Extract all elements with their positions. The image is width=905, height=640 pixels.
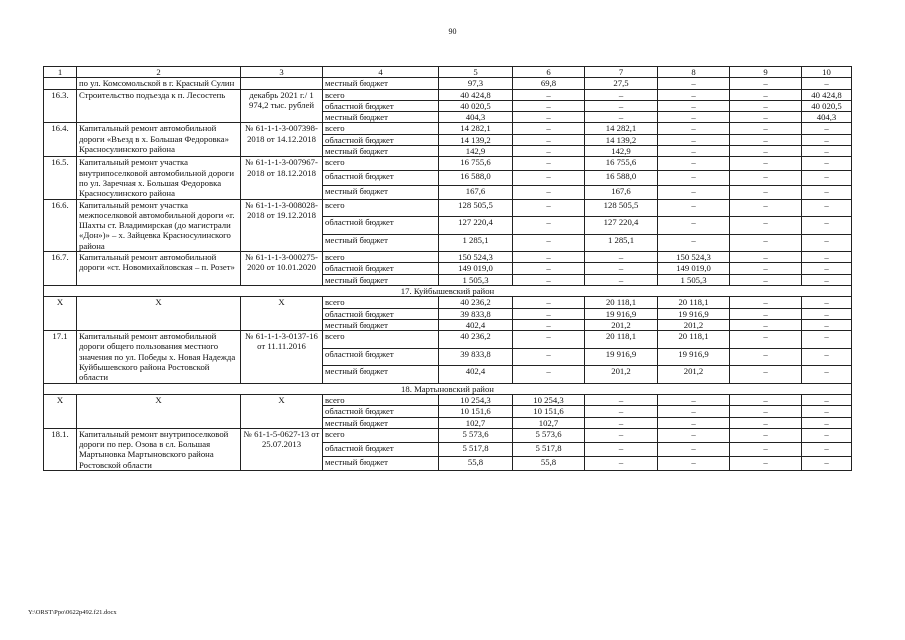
amount-cell: – xyxy=(802,297,852,308)
amount-cell: – xyxy=(730,308,802,319)
column-number: 8 xyxy=(658,67,730,78)
document-details: декабрь 2021 г./ 1 974,2 тыс. рублей xyxy=(241,89,323,123)
amount-cell: 1 505,3 xyxy=(439,274,513,285)
amount-cell: – xyxy=(513,297,585,308)
amount-cell: – xyxy=(730,134,802,145)
section-heading: 18. Мартыновский район xyxy=(44,383,852,394)
amount-cell: 14 139,2 xyxy=(439,134,513,145)
amount-cell: – xyxy=(730,366,802,384)
amount-cell: – xyxy=(730,100,802,111)
footer-file-path: Y:\ORST\Ppo\0622p492.f21.docx xyxy=(28,609,117,616)
amount-cell: 14 139,2 xyxy=(585,134,658,145)
amount-cell: – xyxy=(802,171,852,185)
amount-cell: 201,2 xyxy=(658,366,730,384)
amount-cell: 16 588,0 xyxy=(585,171,658,185)
table-row xyxy=(44,297,852,308)
document-details: № 61-1-1-3-007967-2018 от 18.12.2018 xyxy=(241,157,323,199)
amount-cell: – xyxy=(802,199,852,216)
amount-cell: 40 020,5 xyxy=(802,100,852,111)
amount-cell: – xyxy=(513,263,585,274)
amount-cell: – xyxy=(513,134,585,145)
amount-cell: – xyxy=(730,252,802,263)
amount-cell: – xyxy=(730,394,802,405)
item-number: 16.4. xyxy=(44,123,77,157)
amount-cell: – xyxy=(658,100,730,111)
amount-cell: – xyxy=(585,112,658,123)
amount-cell: – xyxy=(802,134,852,145)
amount-cell: – xyxy=(658,78,730,89)
amount-cell: – xyxy=(802,428,852,442)
amount-cell: – xyxy=(802,417,852,428)
amount-cell: – xyxy=(585,274,658,285)
amount-cell: – xyxy=(802,123,852,134)
amount-cell: 20 118,1 xyxy=(658,331,730,348)
amount-cell: – xyxy=(658,112,730,123)
amount-cell: 5 517,8 xyxy=(439,442,513,456)
funding-source: местный бюджет xyxy=(323,456,439,470)
amount-cell: – xyxy=(658,199,730,216)
amount-cell: 55,8 xyxy=(439,456,513,470)
table-row xyxy=(44,78,852,89)
amount-cell: 167,6 xyxy=(585,185,658,199)
budget-table xyxy=(43,66,852,471)
amount-cell: 402,4 xyxy=(439,319,513,330)
object-name: Капитальный ремонт автомобильной дороги «Въезд в х. Большая Федоровка» Красносулинского района xyxy=(77,123,241,157)
amount-cell: – xyxy=(730,348,802,365)
funding-source: местный бюджет xyxy=(323,112,439,123)
funding-source: местный бюджет xyxy=(323,234,439,252)
funding-source: всего xyxy=(323,428,439,442)
funding-source: всего xyxy=(323,199,439,216)
amount-cell: 69,8 xyxy=(513,78,585,89)
amount-cell: – xyxy=(658,171,730,185)
amount-cell: – xyxy=(802,252,852,263)
amount-cell: 1 285,1 xyxy=(439,234,513,252)
amount-cell: – xyxy=(730,171,802,185)
amount-cell: – xyxy=(730,217,802,234)
amount-cell: 39 833,8 xyxy=(439,308,513,319)
funding-source: всего xyxy=(323,331,439,348)
funding-source: областной бюджет xyxy=(323,171,439,185)
section-heading-row xyxy=(44,285,852,296)
amount-cell: – xyxy=(730,199,802,216)
item-number xyxy=(44,78,77,89)
amount-cell: – xyxy=(730,274,802,285)
amount-cell: – xyxy=(730,331,802,348)
column-number: 5 xyxy=(439,67,513,78)
funding-source: местный бюджет xyxy=(323,417,439,428)
document-details: № 61-1-1-3-007398-2018 от 14.12.2018 xyxy=(241,123,323,157)
amount-cell: – xyxy=(802,217,852,234)
amount-cell: – xyxy=(585,442,658,456)
amount-cell: 19 916,9 xyxy=(585,308,658,319)
amount-cell: – xyxy=(730,89,802,100)
amount-cell: – xyxy=(730,428,802,442)
object-name: Капитальный ремонт автомобильной дороги общего пользования местного значения по ул. Победы х. Новая Надежда Куйбышевского района Ростовской области xyxy=(77,331,241,383)
amount-cell: 20 118,1 xyxy=(585,297,658,308)
amount-cell: – xyxy=(585,406,658,417)
amount-cell: – xyxy=(585,417,658,428)
amount-cell: – xyxy=(802,274,852,285)
column-number: 9 xyxy=(730,67,802,78)
amount-cell: – xyxy=(658,394,730,405)
amount-cell: 149 019,0 xyxy=(658,263,730,274)
amount-cell: 127 220,4 xyxy=(585,217,658,234)
document-details: Х xyxy=(241,297,323,331)
amount-cell: 102,7 xyxy=(513,417,585,428)
amount-cell: 128 505,5 xyxy=(585,199,658,216)
amount-cell: – xyxy=(658,428,730,442)
amount-cell: – xyxy=(513,146,585,157)
amount-cell: – xyxy=(585,252,658,263)
amount-cell: – xyxy=(513,331,585,348)
amount-cell: – xyxy=(730,78,802,89)
column-number: 4 xyxy=(323,67,439,78)
column-number: 2 xyxy=(77,67,241,78)
amount-cell: – xyxy=(730,456,802,470)
amount-cell: – xyxy=(802,146,852,157)
amount-cell: – xyxy=(585,394,658,405)
object-name: по ул. Комсомольской в г. Красный Сулин xyxy=(77,78,241,89)
item-number: 16.5. xyxy=(44,157,77,199)
funding-source: всего xyxy=(323,89,439,100)
amount-cell: 127 220,4 xyxy=(439,217,513,234)
funding-source: местный бюджет xyxy=(323,146,439,157)
amount-cell: – xyxy=(802,78,852,89)
amount-cell: 10 151,6 xyxy=(439,406,513,417)
funding-source: местный бюджет xyxy=(323,274,439,285)
amount-cell: 167,6 xyxy=(439,185,513,199)
funding-source: местный бюджет xyxy=(323,78,439,89)
funding-source: всего xyxy=(323,157,439,171)
column-number: 3 xyxy=(241,67,323,78)
table-row xyxy=(44,252,852,263)
table-row xyxy=(44,123,852,134)
amount-cell: 1 505,3 xyxy=(658,274,730,285)
object-name: Капитальный ремонт участка межпоселковой автомобильной дороги «г. Шахты ст. Владимирская (до магистрали «Дон»)» – х. Зайцевка Красносулинского района xyxy=(77,199,241,251)
funding-source: областной бюджет xyxy=(323,263,439,274)
amount-cell: – xyxy=(513,348,585,365)
funding-source: областной бюджет xyxy=(323,348,439,365)
table-row xyxy=(44,199,852,216)
document-details: № 61-1-1-3-0137-16 от 11.11.2016 xyxy=(241,331,323,383)
amount-cell: 5 573,6 xyxy=(513,428,585,442)
amount-cell: – xyxy=(658,442,730,456)
amount-cell: – xyxy=(730,185,802,199)
amount-cell: – xyxy=(730,417,802,428)
funding-source: всего xyxy=(323,252,439,263)
amount-cell: 16 755,6 xyxy=(585,157,658,171)
table-row xyxy=(44,157,852,171)
item-number: 16.3. xyxy=(44,89,77,123)
funding-source: областной бюджет xyxy=(323,406,439,417)
table-row xyxy=(44,394,852,405)
amount-cell: – xyxy=(802,331,852,348)
document-details: № 61-1-5-0627-13 от 25.07.2013 xyxy=(241,428,323,470)
item-number: 16.6. xyxy=(44,199,77,251)
amount-cell: – xyxy=(802,348,852,365)
amount-cell: – xyxy=(658,89,730,100)
amount-cell: 142,9 xyxy=(439,146,513,157)
amount-cell: 404,3 xyxy=(439,112,513,123)
item-number: 18.1. xyxy=(44,428,77,470)
amount-cell: 14 282,1 xyxy=(585,123,658,134)
amount-cell: 102,7 xyxy=(439,417,513,428)
section-heading-row xyxy=(44,383,852,394)
amount-cell: 16 755,6 xyxy=(439,157,513,171)
amount-cell: – xyxy=(730,234,802,252)
amount-cell: – xyxy=(730,263,802,274)
amount-cell: 40 424,8 xyxy=(439,89,513,100)
item-number: 16.7. xyxy=(44,252,77,286)
amount-cell: 1 285,1 xyxy=(585,234,658,252)
amount-cell: – xyxy=(585,100,658,111)
amount-cell: – xyxy=(730,319,802,330)
amount-cell: 97,3 xyxy=(439,78,513,89)
funding-source: областной бюджет xyxy=(323,308,439,319)
amount-cell: – xyxy=(658,417,730,428)
amount-cell: – xyxy=(802,406,852,417)
amount-cell: 19 916,9 xyxy=(658,308,730,319)
amount-cell: 149 019,0 xyxy=(439,263,513,274)
amount-cell: – xyxy=(802,394,852,405)
amount-cell: – xyxy=(513,252,585,263)
amount-cell: – xyxy=(513,366,585,384)
item-number: Х xyxy=(44,394,77,428)
amount-cell: 5 573,6 xyxy=(439,428,513,442)
funding-source: местный бюджет xyxy=(323,319,439,330)
amount-cell: – xyxy=(513,199,585,216)
amount-cell: – xyxy=(802,456,852,470)
amount-cell: – xyxy=(513,123,585,134)
amount-cell: – xyxy=(802,234,852,252)
document-details: № 61-1-1-3-008028-2018 от 19.12.2018 xyxy=(241,199,323,251)
amount-cell: – xyxy=(513,234,585,252)
funding-source: всего xyxy=(323,123,439,134)
amount-cell: – xyxy=(658,123,730,134)
amount-cell: – xyxy=(730,406,802,417)
amount-cell: – xyxy=(802,308,852,319)
amount-cell: – xyxy=(658,217,730,234)
amount-cell: – xyxy=(513,157,585,171)
item-number: 17.1 xyxy=(44,331,77,383)
funding-source: областной бюджет xyxy=(323,442,439,456)
amount-cell: 201,2 xyxy=(658,319,730,330)
amount-cell: – xyxy=(802,263,852,274)
document-details: № 61-1-1-3-000275-2020 от 10.01.2020 xyxy=(241,252,323,286)
funding-source: всего xyxy=(323,394,439,405)
column-number: 10 xyxy=(802,67,852,78)
object-name: Х xyxy=(77,394,241,428)
amount-cell: – xyxy=(658,146,730,157)
amount-cell: – xyxy=(730,157,802,171)
amount-cell: – xyxy=(658,456,730,470)
amount-cell: 10 254,3 xyxy=(513,394,585,405)
amount-cell: – xyxy=(730,442,802,456)
amount-cell: – xyxy=(585,89,658,100)
amount-cell: – xyxy=(513,308,585,319)
object-name: Строительство подъезда к п. Лесостепь xyxy=(77,89,241,123)
amount-cell: 40 020,5 xyxy=(439,100,513,111)
amount-cell: – xyxy=(513,171,585,185)
amount-cell: – xyxy=(513,100,585,111)
object-name: Капитальный ремонт внутрипоселковой дороги по пер. Озова в сл. Большая Мартыновка Мартыновского района Ростовской области xyxy=(77,428,241,470)
amount-cell: 16 588,0 xyxy=(439,171,513,185)
object-name: Капитальный ремонт участка внутрипоселковой автомобильной дороги по ул. Заречная х. Большая Федоровка Красносулинского района xyxy=(77,157,241,199)
amount-cell: 128 505,5 xyxy=(439,199,513,216)
amount-cell: 5 517,8 xyxy=(513,442,585,456)
amount-cell: – xyxy=(802,366,852,384)
funding-source: местный бюджет xyxy=(323,185,439,199)
funding-source: областной бюджет xyxy=(323,134,439,145)
amount-cell: – xyxy=(513,112,585,123)
amount-cell: – xyxy=(658,157,730,171)
amount-cell: 55,8 xyxy=(513,456,585,470)
amount-cell: – xyxy=(658,185,730,199)
amount-cell: 150 524,3 xyxy=(658,252,730,263)
amount-cell: – xyxy=(802,185,852,199)
amount-cell: – xyxy=(658,406,730,417)
amount-cell: – xyxy=(802,442,852,456)
amount-cell: 404,3 xyxy=(802,112,852,123)
page-number: 90 xyxy=(448,27,457,36)
funding-source: областной бюджет xyxy=(323,217,439,234)
amount-cell: 40 236,2 xyxy=(439,331,513,348)
amount-cell: 27,5 xyxy=(585,78,658,89)
amount-cell: – xyxy=(730,146,802,157)
amount-cell: – xyxy=(513,217,585,234)
amount-cell: 40 424,8 xyxy=(802,89,852,100)
amount-cell: 19 916,9 xyxy=(658,348,730,365)
object-name: Капитальный ремонт автомобильной дороги «ст. Новомихайловская – п. Розет» xyxy=(77,252,241,286)
amount-cell: – xyxy=(513,319,585,330)
amount-cell: – xyxy=(730,123,802,134)
amount-cell: – xyxy=(802,157,852,171)
amount-cell: – xyxy=(802,319,852,330)
document-details: Х xyxy=(241,394,323,428)
column-number: 7 xyxy=(585,67,658,78)
amount-cell: – xyxy=(513,185,585,199)
column-number: 1 xyxy=(44,67,77,78)
document-details xyxy=(241,78,323,89)
amount-cell: 142,9 xyxy=(585,146,658,157)
amount-cell: 10 254,3 xyxy=(439,394,513,405)
amount-cell: – xyxy=(730,112,802,123)
amount-cell: – xyxy=(730,297,802,308)
table-row xyxy=(44,89,852,100)
amount-cell: 402,4 xyxy=(439,366,513,384)
table-row xyxy=(44,428,852,442)
funding-source: всего xyxy=(323,297,439,308)
amount-cell: 150 524,3 xyxy=(439,252,513,263)
funding-source: местный бюджет xyxy=(323,366,439,384)
section-heading: 17. Куйбышевский район xyxy=(44,285,852,296)
amount-cell: – xyxy=(513,89,585,100)
amount-cell: – xyxy=(585,263,658,274)
funding-source: областной бюджет xyxy=(323,100,439,111)
amount-cell: 39 833,8 xyxy=(439,348,513,365)
amount-cell: – xyxy=(585,456,658,470)
amount-cell: 40 236,2 xyxy=(439,297,513,308)
amount-cell: – xyxy=(585,428,658,442)
item-number: Х xyxy=(44,297,77,331)
object-name: Х xyxy=(77,297,241,331)
amount-cell: – xyxy=(658,134,730,145)
amount-cell: 20 118,1 xyxy=(658,297,730,308)
amount-cell: 201,2 xyxy=(585,319,658,330)
column-number-row xyxy=(44,67,852,78)
amount-cell: – xyxy=(513,274,585,285)
amount-cell: 201,2 xyxy=(585,366,658,384)
column-number: 6 xyxy=(513,67,585,78)
amount-cell: 10 151,6 xyxy=(513,406,585,417)
amount-cell: – xyxy=(658,234,730,252)
table-row xyxy=(44,331,852,348)
amount-cell: 19 916,9 xyxy=(585,348,658,365)
amount-cell: 20 118,1 xyxy=(585,331,658,348)
amount-cell: 14 282,1 xyxy=(439,123,513,134)
